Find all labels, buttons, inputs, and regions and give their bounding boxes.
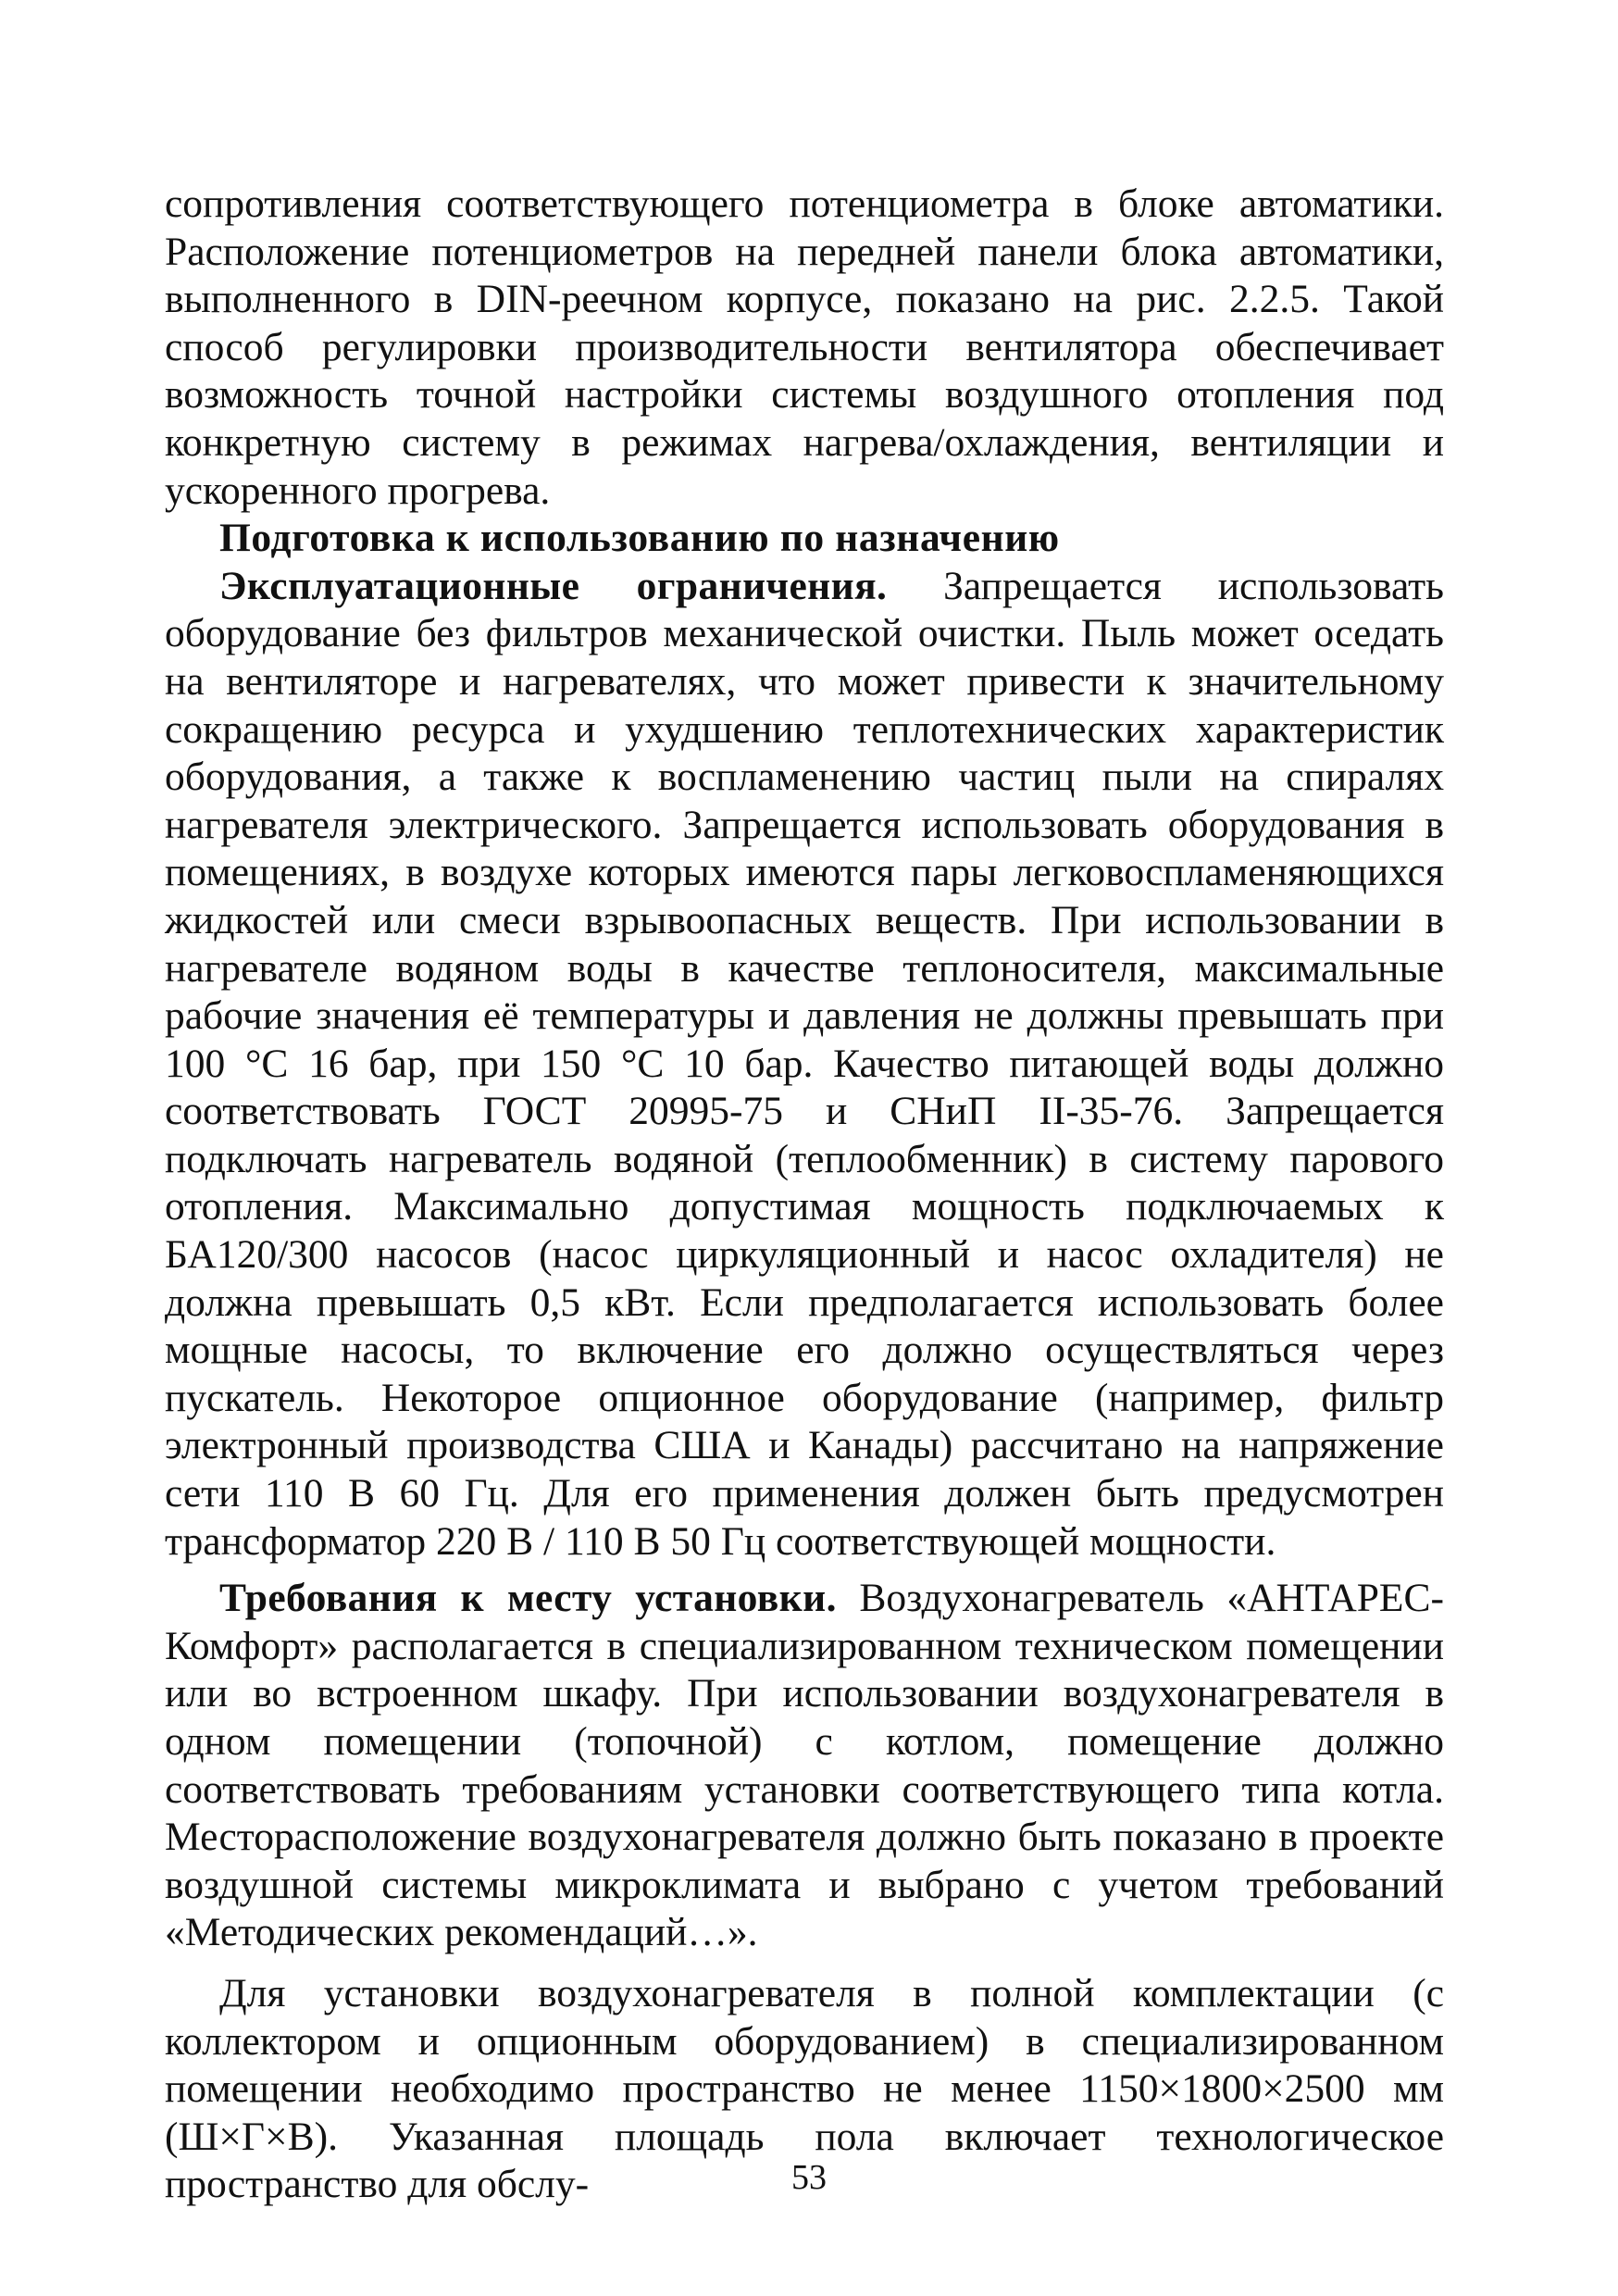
text-column [165,181,1444,2209]
restrictions-text: Запрещается использовать оборудование без фильтров механической очистки. Пыль может оседать на вентиляторе и нагревателях, что может привести к значительному сокращению ресурса и ухудшению теплотехнических характеристик оборудования, а также к воспламенению частиц пыли на спиралях нагревателя электрического. Запрещается использовать оборудования в помещениях, в воздухе которых имеются пары легковоспламеняющихся жидкостей или смеси взрывоопасных веществ. При использовании в нагревателе водяном воды в качестве теплоносителя, максимальные рабочие значения её температуры и давления не должны превышать при 100 °C 16 бар, при 150 °C 10 бар. Качество питающей воды должно соответствовать ГОСТ 20995-75 и СНиП II-35-76. Запрещается подключать нагреватель водяной (теплообменник) в систему парового отопления. Максимально допустимая мощность подключаемых к БА120/300 насосов (насос циркуляционный и насос охладителя) не должна превышать 0,5 кВт. Если предполагается использовать более мощные насосы, то включение его должно осуществляться через пускатель. Некоторое опционное оборудование (например, фильтр электронный производства США и Канады) рассчитано на напряжение сети 110 В 60 Гц. Для его применения должен быть предусмотрен трансформатор 220 В / 110 В 50 Гц соответствующей мощности. [165,563,1444,1564]
restrictions-lead: Эксплуатационные ограничения. [219,563,888,608]
space-paragraph: Для установки воздухонагревателя в полной комплектации (с коллектором и опционным оборудованием) в специализированном помещении необходимо пространство не менее 1150×1800×2500 мм (Ш×Г×В). Указанная площадь пола включает технологическое пространство для обслу- [165,1970,1444,2207]
continuation-paragraph: сопротивления соответствующего потенциометра в блоке автоматики. Расположение потенциометров на передней панели блока автоматики, выполненного в DIN-реечном корпусе, показано на рис. 2.2.5. Такой способ регулировки производительности вентилятора обеспечивает возможность точной настройки системы воздушного отопления под конкретную систему в режимах нагрева/охлаждения, вентиляции и ускоренного прогрева. [165,181,1444,513]
installation-paragraph [165,1575,1444,1957]
restrictions-paragraph [165,563,1444,1566]
section-heading: Подготовка к использованию по назначению [219,516,1060,561]
installation-lead: Требования к месту установки. [219,1576,837,1621]
installation-text: Воздухонагреватель «АНТАРЕС-Комфорт» располагается в специализированном техническом помещении или во встроенном шкафу. При использовании воздухонагревателя в одном помещении (топочной) с котлом, помещение должно соответствовать требованиям установки соответствующего типа котла. Месторасположение воздухонагревателя должно быть показано в проекте воздушной системы микроклимата и выбрано с учетом требований «Методических рекомендаций…». [165,1576,1444,1955]
page-number: 53 [791,2158,827,2197]
